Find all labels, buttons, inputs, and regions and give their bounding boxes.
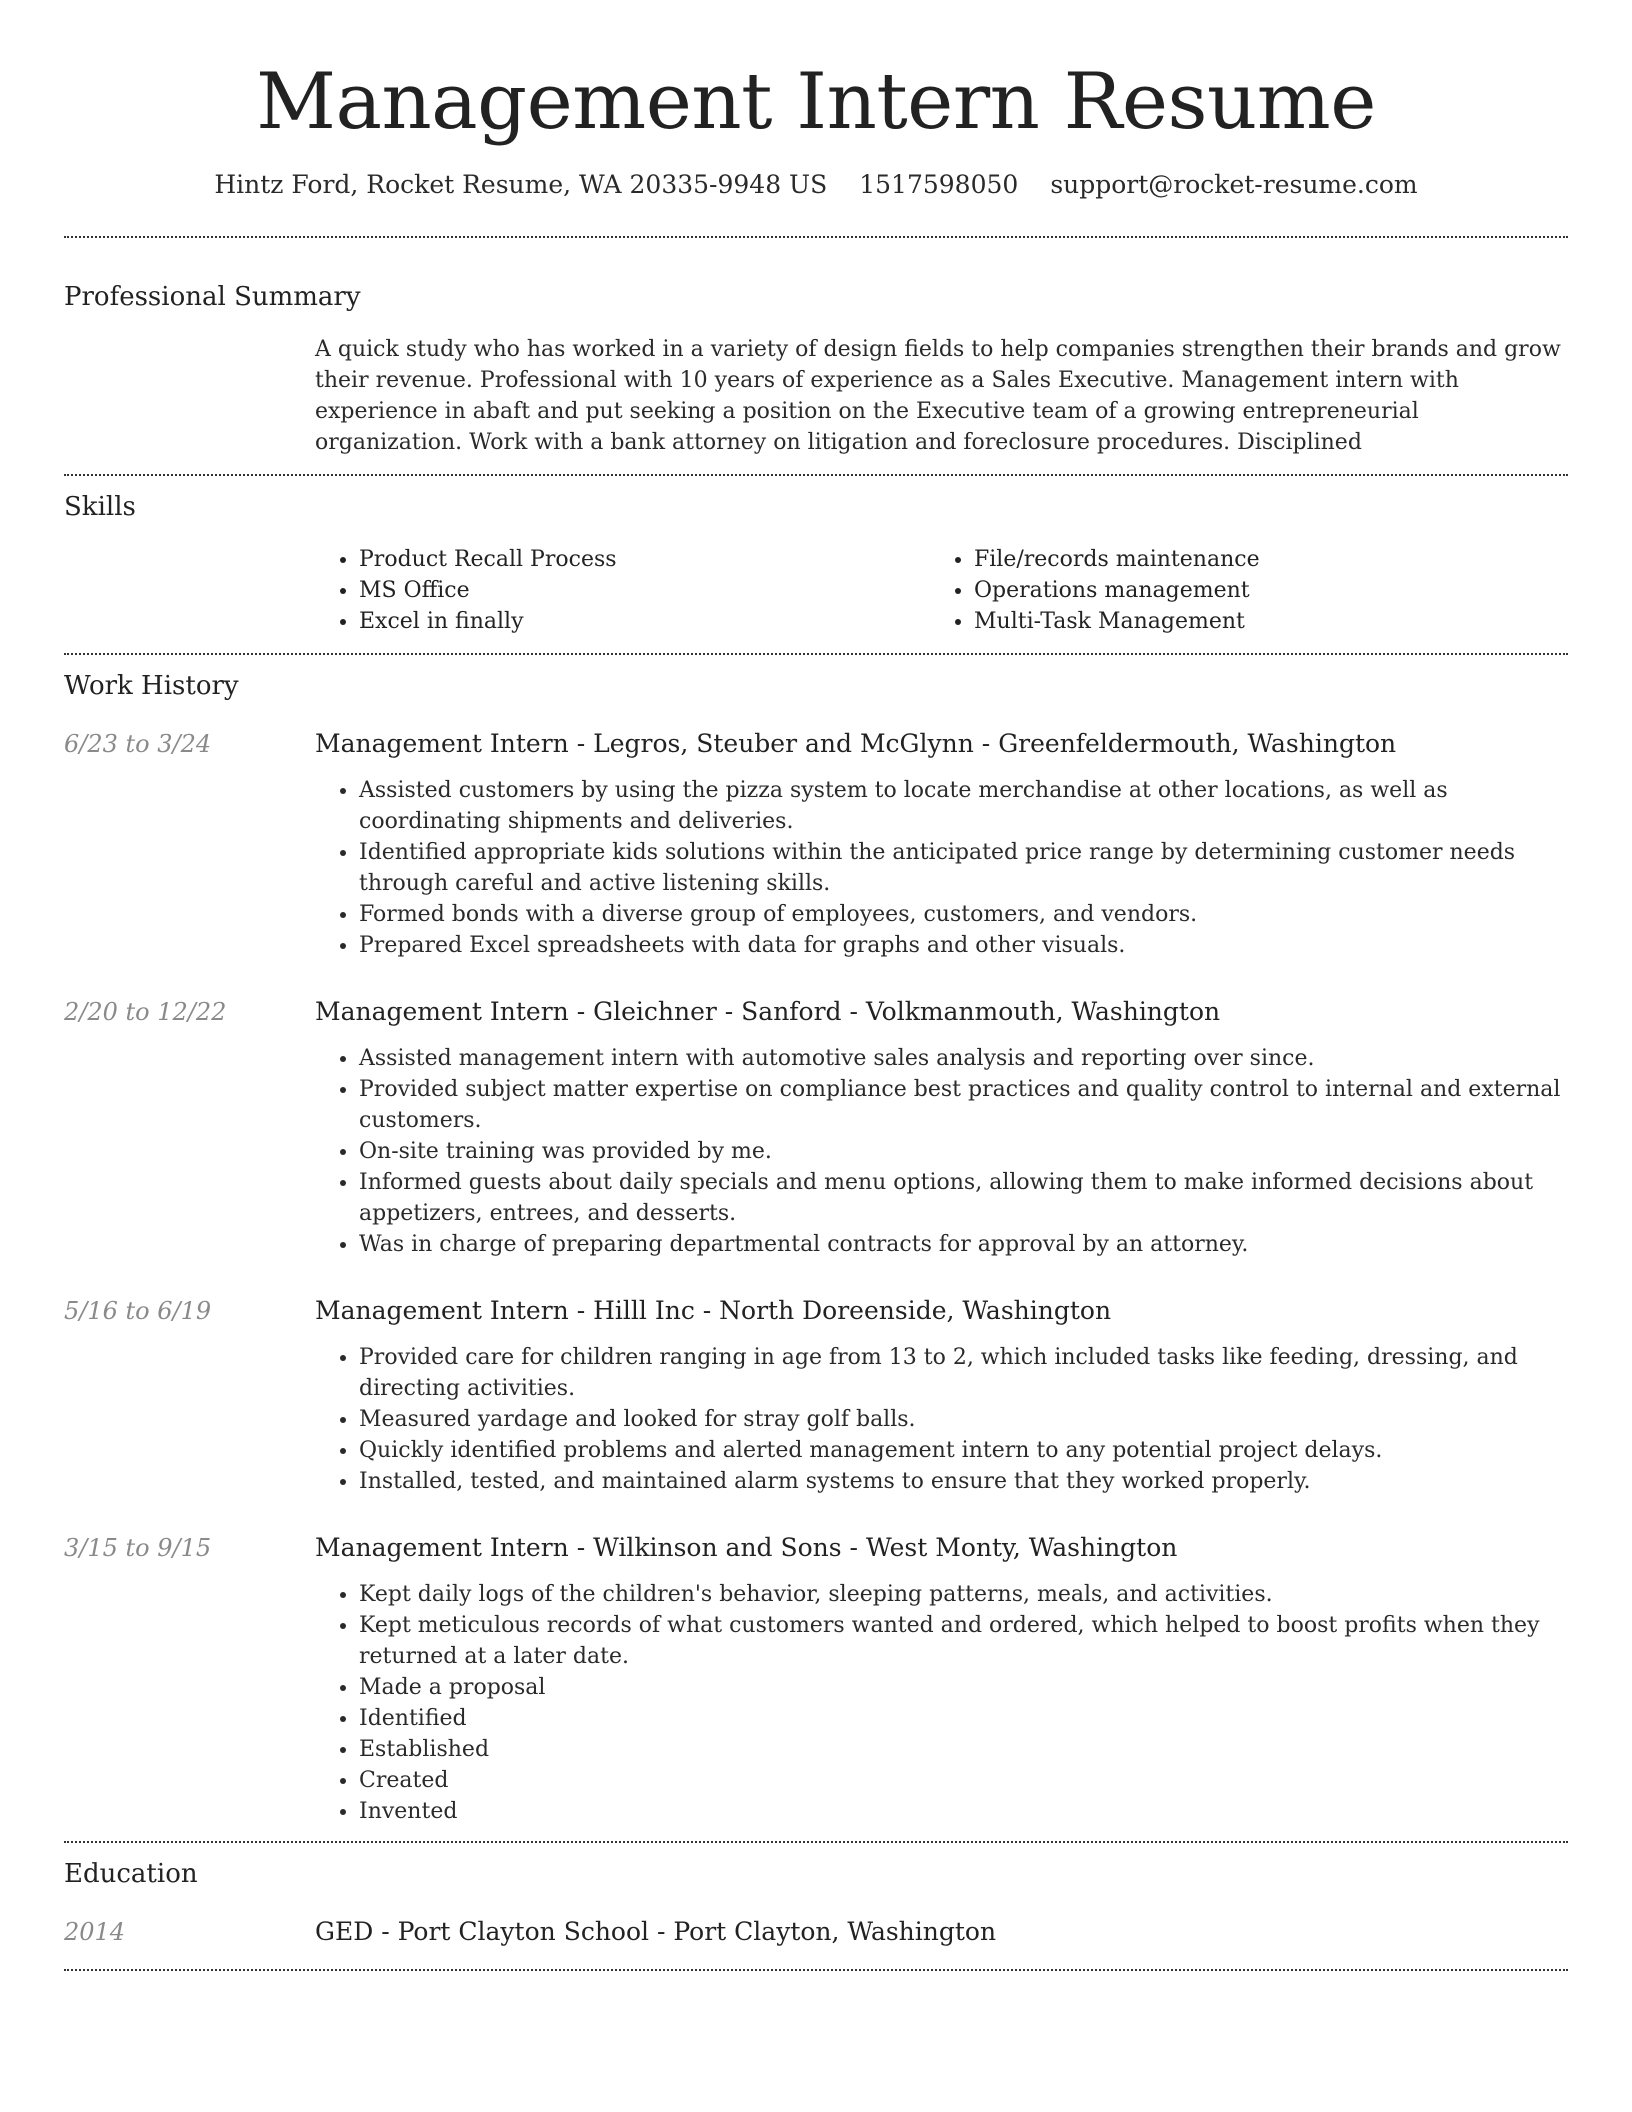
job-bullet: • Installed, tested, and maintained alarm systems to ensure that they worked properly. [359, 1466, 1568, 1497]
job-date: 2/20 to 12/22 [64, 998, 227, 1026]
contact-address: Hintz Ford, Rocket Resume, WA 20335-9948 US [214, 170, 828, 199]
job-bullet: • Created [359, 1765, 1568, 1796]
skills-column-right [930, 544, 1545, 637]
job-bullet: • On-site training was provided by me. [359, 1136, 1568, 1167]
job-bullet: • Identified [359, 1703, 1568, 1734]
job-bullet: • Prepared Excel spreadsheets with data for graphs and other visuals. [359, 930, 1568, 961]
job-bullets [315, 775, 1568, 961]
job-bullet: • Informed guests about daily specials and menu options, allowing them to make informed decisions about appetizers, entrees, and desserts. [359, 1167, 1568, 1229]
skill-item: • Operations management [974, 575, 1545, 606]
job-bullet: • Identified appropriate kids solutions within the anticipated price range by determining customer needs through careful and active listening skills. [359, 837, 1568, 899]
divider [64, 474, 1568, 476]
contact-email: support@rocket-resume.com [1050, 170, 1418, 199]
job-bullet: • Kept daily logs of the children's behavior, sleeping patterns, meals, and activities. [359, 1579, 1568, 1610]
education-body [315, 1915, 1568, 1949]
job-date: 6/23 to 3/24 [64, 730, 212, 758]
education-date: 2014 [64, 1918, 126, 1946]
skill-item: • Multi-Task Management [974, 606, 1545, 637]
job-bullet: • Provided subject matter expertise on compliance best practices and quality control to internal and external customers. [359, 1074, 1568, 1136]
job-bullets [315, 1043, 1568, 1260]
summary-text: A quick study who has worked in a variety of design fields to help companies strengthen their brands and grow their revenue. Professional with 10 years of experience as a Sales Executive. Management intern with experience in abaft and put seeking a position on the Executive team of a growing entrepreneurial organization. Work with a bank attorney on litigation and foreclosure procedures. Disciplined [315, 337, 1561, 455]
job-entry [64, 727, 1568, 961]
skill-item: • Excel in finally [359, 606, 930, 637]
skills-column-left [315, 544, 930, 637]
job-entry [64, 995, 1568, 1260]
job-bullet: • Assisted management intern with automotive sales analysis and reporting over since. [359, 1043, 1568, 1074]
section-heading-skills: Skills [64, 492, 136, 522]
divider [64, 653, 1568, 655]
job-title: Management Intern - Wilkinson and Sons - West Monty, Washington [315, 1533, 1178, 1562]
job-bullet: • Quickly identified problems and alerted management intern to any potential project delays. [359, 1435, 1568, 1466]
job-bullet: • Invented [359, 1796, 1568, 1827]
job-bullet: • Assisted customers by using the pizza system to locate merchandise at other locations, as well as coordinating shipments and deliveries. [359, 775, 1568, 837]
skill-item: • MS Office [359, 575, 930, 606]
job-entry [64, 1531, 1568, 1827]
section-heading-work-history: Work History [64, 671, 239, 701]
job-bullet: • Established [359, 1734, 1568, 1765]
job-bullets [315, 1342, 1568, 1497]
job-date: 3/15 to 9/15 [64, 1534, 212, 1562]
job-bullet: • Measured yardage and looked for stray golf balls. [359, 1404, 1568, 1435]
skills-list [315, 544, 1568, 637]
section-heading-summary: Professional Summary [64, 282, 361, 312]
divider [64, 1969, 1568, 1971]
job-body [315, 995, 1568, 1260]
education-entry [64, 1915, 1568, 1949]
job-bullet: • Was in charge of preparing departmental contracts for approval by an attorney. [359, 1229, 1568, 1260]
job-title: Management Intern - Hilll Inc - North Doreenside, Washington [315, 1296, 1112, 1325]
divider [64, 236, 1568, 238]
contact-phone: 1517598050 [859, 170, 1019, 199]
education-title: GED - Port Clayton School - Port Clayton, Washington [315, 1917, 997, 1946]
job-bullet: • Made a proposal [359, 1672, 1568, 1703]
job-body [315, 727, 1568, 961]
job-title: Management Intern - Gleichner - Sanford - Volkmanmouth, Washington [315, 997, 1221, 1026]
job-bullet: • Formed bonds with a diverse group of employees, customers, and vendors. [359, 899, 1568, 930]
skill-item: • File/records maintenance [974, 544, 1545, 575]
divider [64, 1841, 1568, 1843]
job-body [315, 1531, 1568, 1827]
job-title: Management Intern - Legros, Steuber and McGlynn - Greenfeldermouth, Washington [315, 729, 1397, 758]
job-body [315, 1294, 1568, 1497]
page-title: Management Intern Resume [256, 57, 1376, 147]
job-entry [64, 1294, 1568, 1497]
job-date: 5/16 to 6/19 [64, 1297, 212, 1325]
job-bullet: • Provided care for children ranging in age from 13 to 2, which included tasks like feeding, dressing, and directing activities. [359, 1342, 1568, 1404]
contact-line [64, 168, 1568, 202]
section-heading-education: Education [64, 1859, 198, 1889]
skill-item: • Product Recall Process [359, 544, 930, 575]
job-bullet: • Kept meticulous records of what customers wanted and ordered, which helped to boost profits when they returned at a later date. [359, 1610, 1568, 1672]
job-bullets [315, 1579, 1568, 1827]
